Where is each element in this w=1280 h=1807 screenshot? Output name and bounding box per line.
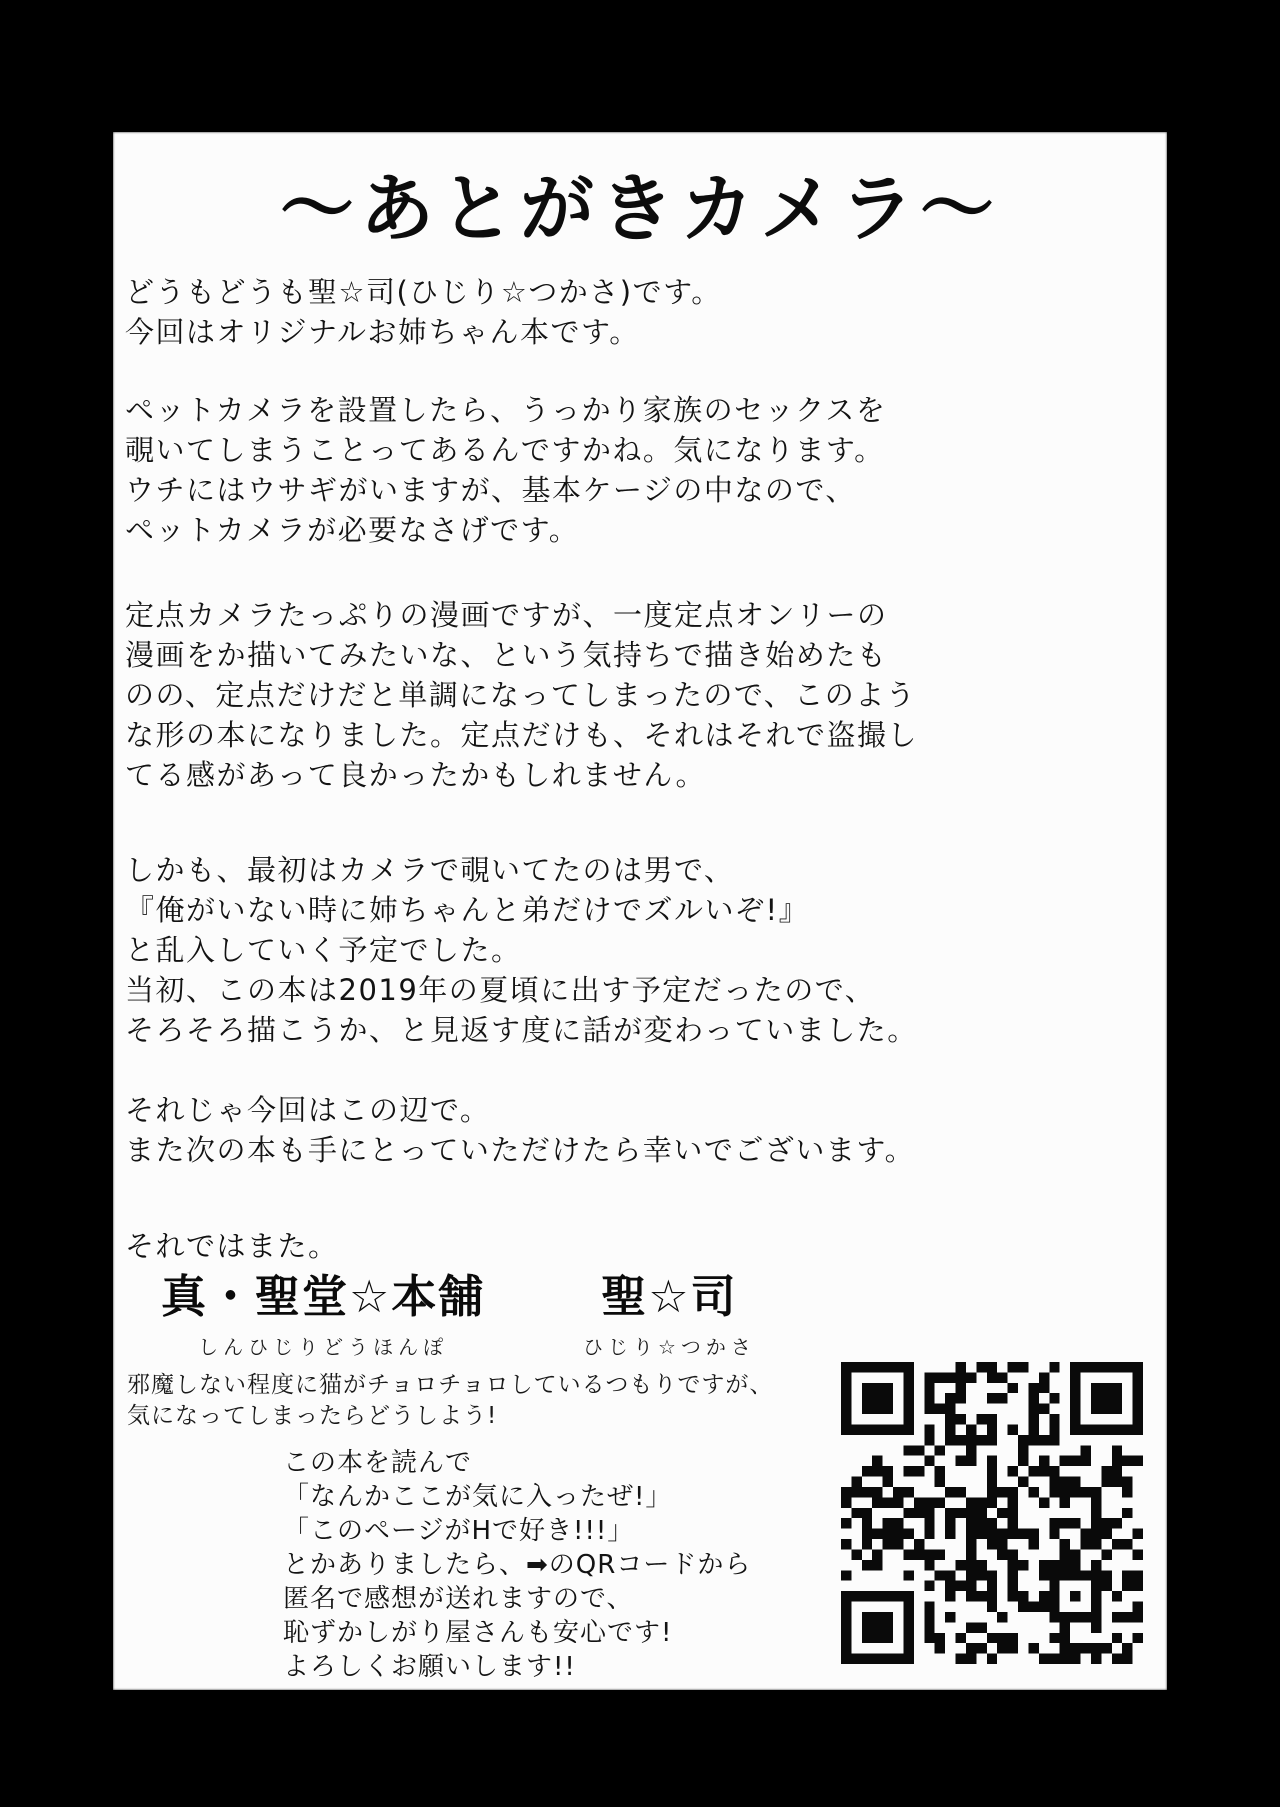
text-line: のの、定点だけだと単調になってしまったので、このよう [125, 678, 917, 712]
text-line: 今回はオリジナルお姉ちゃん本です。 [125, 315, 640, 349]
qr-code [841, 1362, 1143, 1664]
text-line: この本を読んで [283, 1448, 473, 1478]
closing-line: それではまた。 [125, 1229, 339, 1263]
circle-name: 真・聖堂☆本舗 [161, 1270, 486, 1323]
signature-row [113, 1260, 1167, 1370]
afterword-page [113, 132, 1167, 1690]
text-line: また次の本も手にとっていただけたら幸いでございます。 [125, 1133, 916, 1167]
text-line: 「このページがHで好き!!!」 [283, 1516, 635, 1546]
pet-camera-paragraph [125, 390, 886, 550]
text-line: ペットカメラを設置したら、うっかり家族のセックスを [125, 393, 887, 427]
circle-signature [161, 1260, 485, 1360]
text-line: 恥ずかしがり屋さんも安心です! [283, 1618, 673, 1648]
text-line: しかも、最初はカメラで覗いてたのは男で、 [125, 853, 735, 887]
text-line: な形の本になりました。定点だけも、それはそれで盗撮し [125, 718, 919, 752]
text-line: 「なんかここが気に入ったぜ!」 [283, 1482, 673, 1512]
text-line: 当初、この本は2019年の夏頃に出す予定だったので、 [125, 973, 876, 1007]
text-line: 邪魔しない程度に猫がチョロチョロしているつもりですが、 [127, 1372, 774, 1398]
cat-note [127, 1370, 773, 1432]
text-line: ウチにはウサギがいますが、基本ケージの中なので、 [125, 473, 856, 507]
text-line: よろしくお願いします!! [283, 1652, 576, 1682]
text-line: とかありましたら、➡のQRコードから [283, 1550, 752, 1580]
text-line: と乱入していく予定でした。 [125, 933, 522, 967]
farewell-paragraph [125, 1090, 915, 1170]
author-furigana: ひじり☆つかさ [583, 1335, 756, 1359]
feedback-note [283, 1446, 751, 1684]
circle-furigana: しんひじりどうほんぽ [198, 1335, 449, 1359]
greeting-paragraph [125, 272, 722, 352]
page-title: 〜あとがきカメラ〜 [280, 166, 1000, 252]
author-signature [583, 1260, 756, 1360]
text-line: 匿名で感想が送れますので、 [283, 1584, 634, 1614]
text-line: ペットカメラが必要なさげです。 [125, 513, 580, 547]
original-plan-paragraph [125, 850, 918, 1050]
text-line: 『俺がいない時に姉ちゃんと弟だけでズルいぞ!』 [125, 893, 810, 927]
text-line: それじゃ今回はこの辺で。 [125, 1093, 491, 1127]
text-line: てる感があって良かったかもしれません。 [125, 758, 706, 792]
fixed-camera-paragraph [125, 595, 918, 795]
author-name: 聖☆司 [601, 1270, 738, 1323]
text-line: どうもどうも聖☆司(ひじり☆つかさ)です。 [125, 275, 722, 309]
text-line: 漫画をか描いてみたいな、という気持ちで描き始めたも [125, 638, 888, 672]
text-line: そろそろ描こうか、と見返す度に話が変わっていました。 [125, 1013, 918, 1047]
text-line: 定点カメラたっぷりの漫画ですが、一度定点オンリーの [125, 598, 888, 632]
text-line: 気になってしまったらどうしよう! [127, 1403, 498, 1429]
text-line: 覗いてしまうことってあるんですかね。気になります。 [125, 433, 885, 467]
